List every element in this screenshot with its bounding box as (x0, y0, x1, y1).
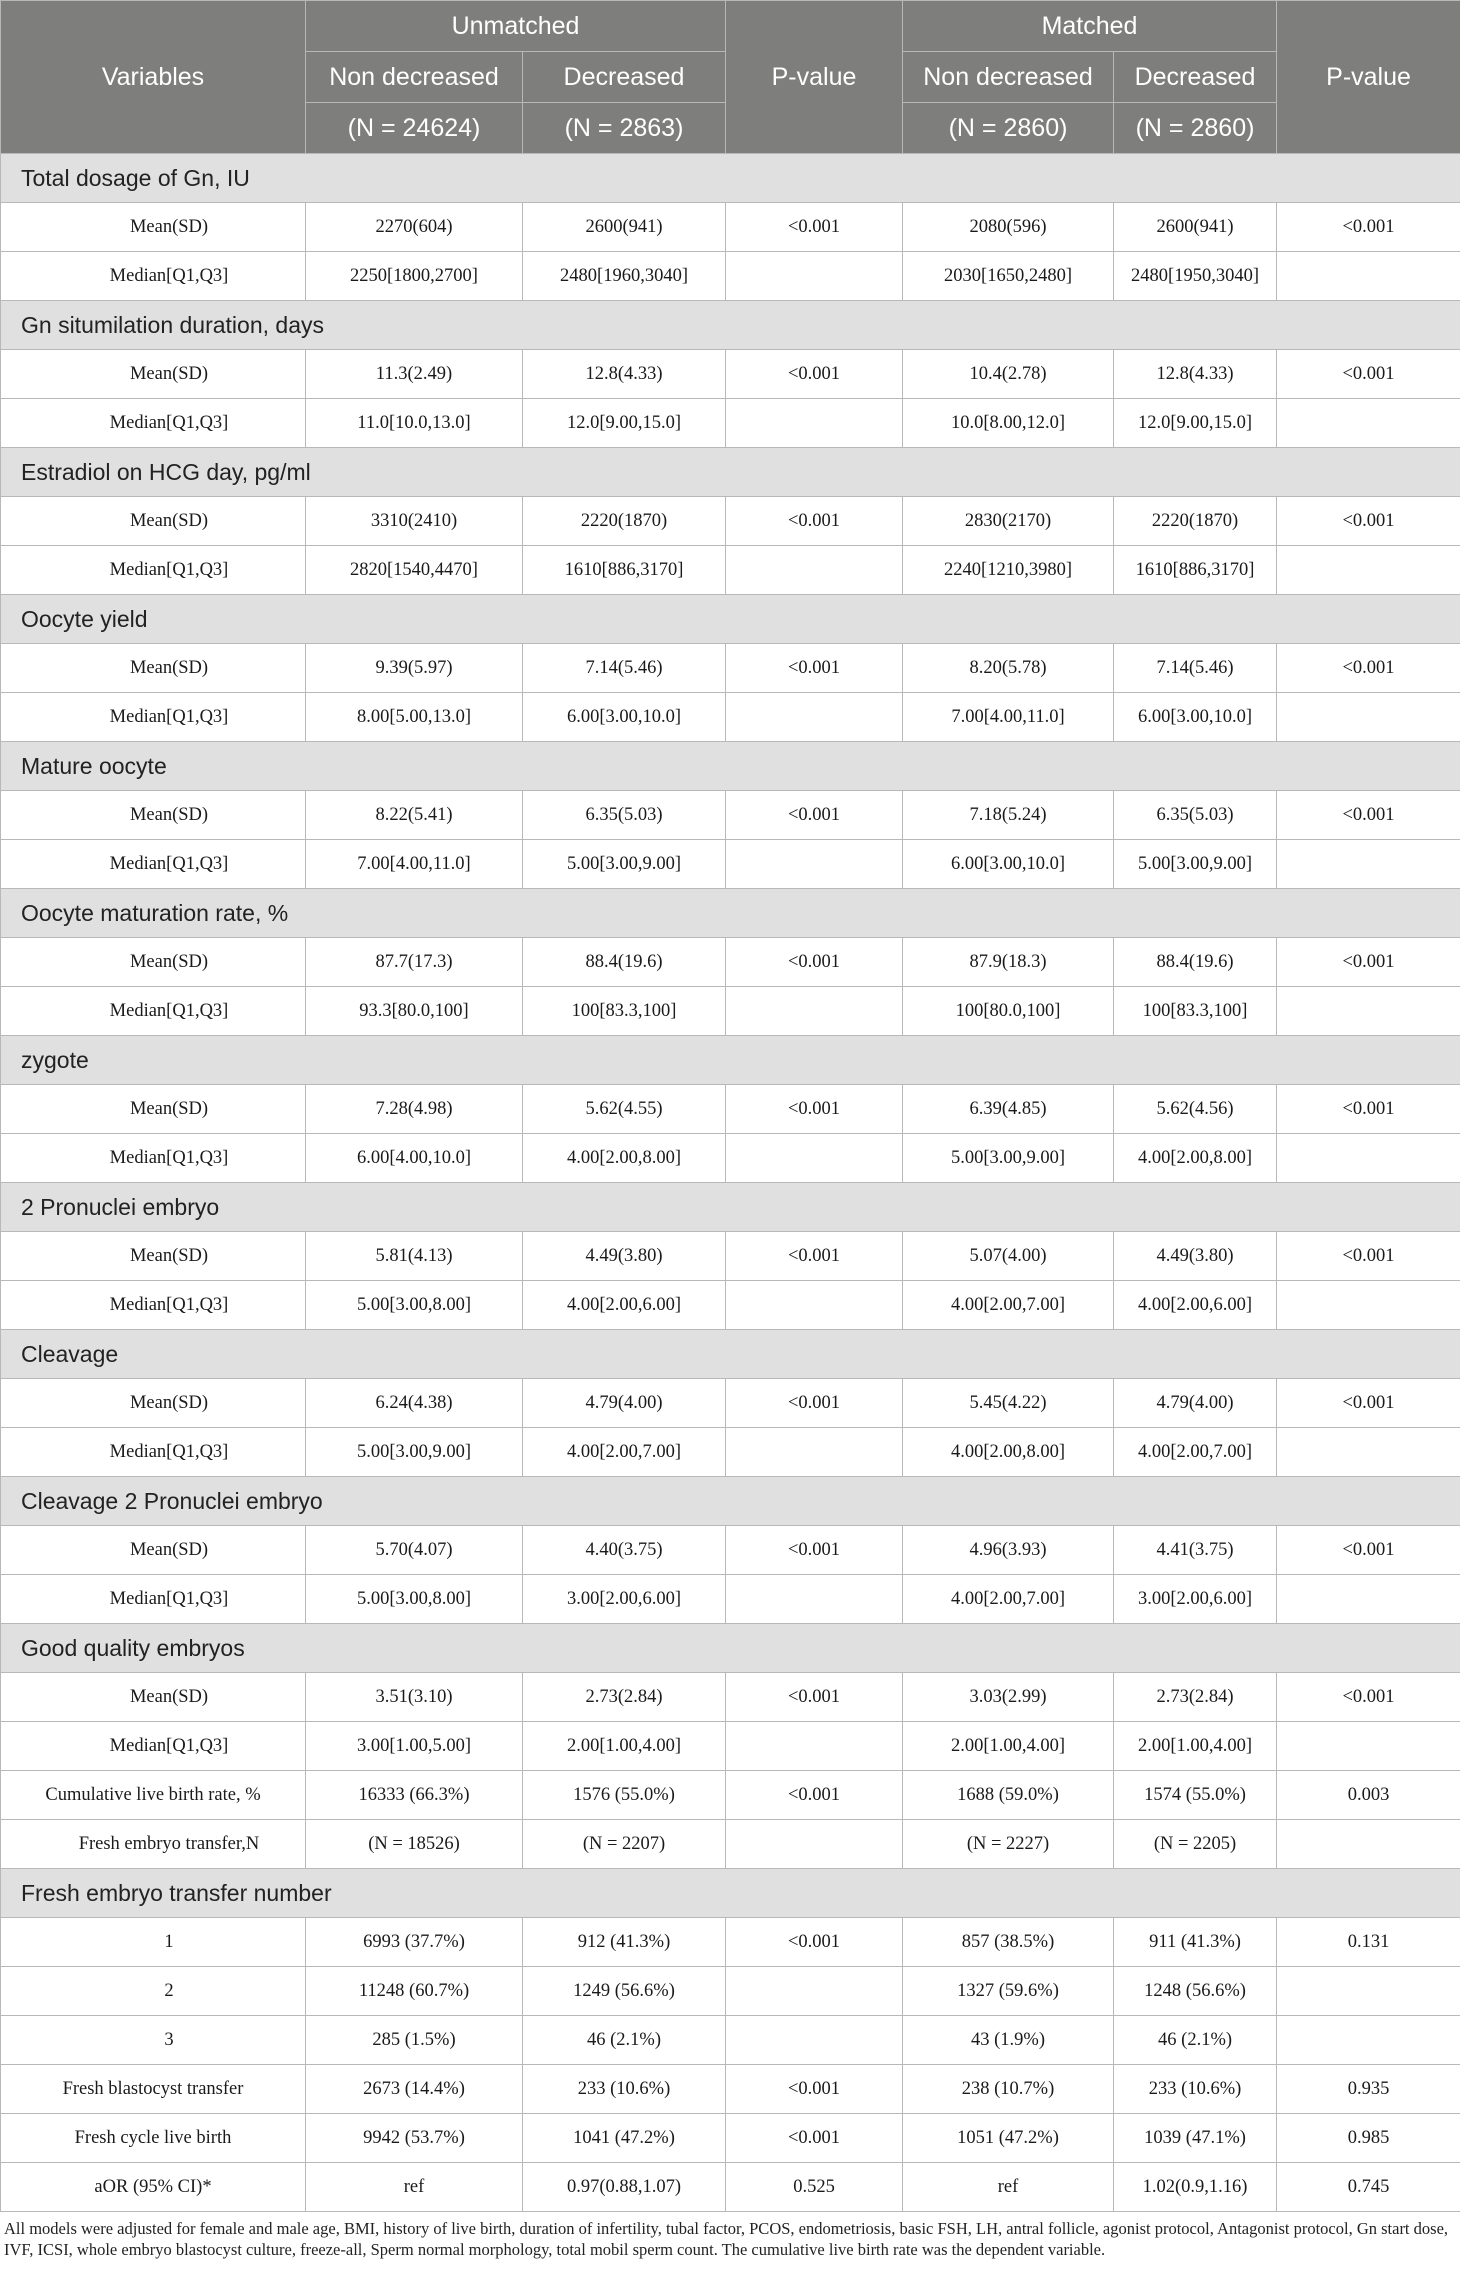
matched-decreased-cell: (N = 2205) (1114, 1820, 1277, 1869)
unmatched-non-decreased-n: (N = 24624) (306, 103, 523, 154)
matched-p-value-cell (1277, 840, 1460, 889)
table-row (1, 2163, 1460, 2212)
unmatched-non-decreased-cell: 2250[1800,2700] (306, 252, 523, 301)
row-label: Median[Q1,Q3] (1, 1575, 306, 1624)
table-row (1, 1575, 1460, 1624)
unmatched-non-decreased-cell: 87.7(17.3) (306, 938, 523, 987)
row-label: Mean(SD) (1, 350, 306, 399)
matched-p-value-cell: 0.935 (1277, 2065, 1460, 2114)
matched-p-value-cell (1277, 1722, 1460, 1771)
matched-decreased-cell: 1248 (56.6%) (1114, 1967, 1277, 2016)
matched-p-value-cell: 0.131 (1277, 1918, 1460, 1967)
section-title: 2 Pronuclei embryo (1, 1183, 1460, 1232)
unmatched-decreased-cell: 4.49(3.80) (523, 1232, 726, 1281)
unmatched-non-decreased-cell: 8.00[5.00,13.0] (306, 693, 523, 742)
table-row (1, 350, 1460, 399)
matched-decreased-n: (N = 2860) (1114, 103, 1277, 154)
unmatched-p-value-cell: <0.001 (726, 1771, 903, 1820)
unmatched-p-value-cell: <0.001 (726, 938, 903, 987)
table-row (1, 1428, 1460, 1477)
matched-non-decreased-cell: 2.00[1.00,4.00] (903, 1722, 1114, 1771)
unmatched-non-decreased-cell: 2820[1540,4470] (306, 546, 523, 595)
unmatched-decreased-cell: 2.00[1.00,4.00] (523, 1722, 726, 1771)
section-row (1, 448, 1460, 497)
p-value-header-matched: P-value (1277, 1, 1460, 154)
row-label: Mean(SD) (1, 1232, 306, 1281)
unmatched-non-decreased-cell: 5.70(4.07) (306, 1526, 523, 1575)
table-row (1, 1967, 1460, 2016)
row-label: Median[Q1,Q3] (1, 399, 306, 448)
unmatched-non-decreased-cell: 3.51(3.10) (306, 1673, 523, 1722)
matched-decreased-cell: 4.79(4.00) (1114, 1379, 1277, 1428)
unmatched-decreased-cell: 1041 (47.2%) (523, 2114, 726, 2163)
matched-p-value-cell: <0.001 (1277, 1232, 1460, 1281)
matched-p-value-cell: <0.001 (1277, 644, 1460, 693)
row-label: Mean(SD) (1, 644, 306, 693)
section-row (1, 742, 1460, 791)
unmatched-decreased-cell: 4.00[2.00,6.00] (523, 1281, 726, 1330)
matched-p-value-cell (1277, 1428, 1460, 1477)
section-row (1, 1477, 1460, 1526)
matched-non-decreased-cell: 1327 (59.6%) (903, 1967, 1114, 2016)
unmatched-decreased-cell: 4.00[2.00,7.00] (523, 1428, 726, 1477)
matched-decreased-cell: 100[83.3,100] (1114, 987, 1277, 1036)
row-label: Fresh embryo transfer,N (1, 1820, 306, 1869)
matched-non-decreased-cell: (N = 2227) (903, 1820, 1114, 1869)
unmatched-decreased-cell: 4.00[2.00,8.00] (523, 1134, 726, 1183)
matched-decreased-cell: 2220(1870) (1114, 497, 1277, 546)
table-body (1, 154, 1460, 2212)
matched-non-decreased-cell: 5.45(4.22) (903, 1379, 1114, 1428)
unmatched-non-decreased-cell: 5.81(4.13) (306, 1232, 523, 1281)
unmatched-p-value-cell: <0.001 (726, 791, 903, 840)
unmatched-decreased-cell: 1576 (55.0%) (523, 1771, 726, 1820)
unmatched-p-value-cell: <0.001 (726, 1918, 903, 1967)
matched-p-value-cell: <0.001 (1277, 791, 1460, 840)
table-row (1, 1771, 1460, 1820)
table-row (1, 2065, 1460, 2114)
unmatched-p-value-cell: <0.001 (726, 1232, 903, 1281)
matched-decreased-cell: 2.00[1.00,4.00] (1114, 1722, 1277, 1771)
section-title: Oocyte maturation rate, % (1, 889, 1460, 938)
matched-p-value-cell (1277, 1281, 1460, 1330)
section-row (1, 301, 1460, 350)
row-label: Mean(SD) (1, 203, 306, 252)
unmatched-non-decreased-cell: 9942 (53.7%) (306, 2114, 523, 2163)
matched-p-value-cell (1277, 1575, 1460, 1624)
unmatched-non-decreased-cell: 6993 (37.7%) (306, 1918, 523, 1967)
unmatched-non-decreased-cell: 5.00[3.00,8.00] (306, 1281, 523, 1330)
unmatched-p-value-cell: <0.001 (726, 350, 903, 399)
row-label: Median[Q1,Q3] (1, 987, 306, 1036)
unmatched-p-value-cell: <0.001 (726, 1526, 903, 1575)
matched-p-value-cell (1277, 1967, 1460, 2016)
table-row (1, 1722, 1460, 1771)
unmatched-non-decreased-cell: 9.39(5.97) (306, 644, 523, 693)
matched-decreased-cell: 4.49(3.80) (1114, 1232, 1277, 1281)
unmatched-non-decreased-cell: 3310(2410) (306, 497, 523, 546)
matched-p-value-cell: 0.003 (1277, 1771, 1460, 1820)
row-label: Mean(SD) (1, 1673, 306, 1722)
matched-non-decreased-cell: 4.00[2.00,7.00] (903, 1575, 1114, 1624)
unmatched-non-decreased-cell: (N = 18526) (306, 1820, 523, 1869)
row-label: Mean(SD) (1, 497, 306, 546)
matched-decreased-cell: 911 (41.3%) (1114, 1918, 1277, 1967)
matched-p-value-cell (1277, 546, 1460, 595)
unmatched-decreased-n: (N = 2863) (523, 103, 726, 154)
unmatched-p-value-cell: <0.001 (726, 2065, 903, 2114)
unmatched-non-decreased-cell: 11.3(2.49) (306, 350, 523, 399)
table-row (1, 1134, 1460, 1183)
unmatched-decreased-cell: 2480[1960,3040] (523, 252, 726, 301)
unmatched-decreased-cell: 1249 (56.6%) (523, 1967, 726, 2016)
matched-non-decreased-cell: 7.18(5.24) (903, 791, 1114, 840)
section-title: Good quality embryos (1, 1624, 1460, 1673)
table-row (1, 693, 1460, 742)
unmatched-decreased-cell: 4.79(4.00) (523, 1379, 726, 1428)
row-label: Mean(SD) (1, 938, 306, 987)
section-title: zygote (1, 1036, 1460, 1085)
matched-decreased-cell: 88.4(19.6) (1114, 938, 1277, 987)
section-row (1, 1330, 1460, 1379)
unmatched-non-decreased-cell: 5.00[3.00,8.00] (306, 1575, 523, 1624)
row-label: Fresh blastocyst transfer (1, 2065, 306, 2114)
row-label: Median[Q1,Q3] (1, 840, 306, 889)
matched-non-decreased-cell: 100[80.0,100] (903, 987, 1114, 1036)
section-title: Mature oocyte (1, 742, 1460, 791)
matched-non-decreased-cell: 4.00[2.00,8.00] (903, 1428, 1114, 1477)
table-row (1, 399, 1460, 448)
unmatched-header: Unmatched (306, 1, 726, 52)
row-label: Median[Q1,Q3] (1, 546, 306, 595)
unmatched-non-decreased-cell: 2270(604) (306, 203, 523, 252)
matched-p-value-cell (1277, 987, 1460, 1036)
matched-non-decreased-cell: 6.00[3.00,10.0] (903, 840, 1114, 889)
p-value-header-unmatched: P-value (726, 1, 903, 154)
table-row (1, 1820, 1460, 1869)
unmatched-p-value-cell (726, 2016, 903, 2065)
matched-decreased-header: Decreased (1114, 52, 1277, 103)
section-row (1, 1869, 1460, 1918)
row-label: Median[Q1,Q3] (1, 1428, 306, 1477)
matched-p-value-cell: <0.001 (1277, 350, 1460, 399)
matched-non-decreased-cell: 5.00[3.00,9.00] (903, 1134, 1114, 1183)
table-row (1, 2016, 1460, 2065)
matched-decreased-cell: 2.73(2.84) (1114, 1673, 1277, 1722)
row-label: Median[Q1,Q3] (1, 252, 306, 301)
matched-non-decreased-cell: 4.96(3.93) (903, 1526, 1114, 1575)
matched-p-value-cell (1277, 399, 1460, 448)
unmatched-p-value-cell: <0.001 (726, 1379, 903, 1428)
section-row (1, 154, 1460, 203)
matched-p-value-cell: <0.001 (1277, 203, 1460, 252)
unmatched-non-decreased-cell: ref (306, 2163, 523, 2212)
matched-non-decreased-cell: 6.39(4.85) (903, 1085, 1114, 1134)
row-label: 3 (1, 2016, 306, 2065)
unmatched-non-decreased-cell: 93.3[80.0,100] (306, 987, 523, 1036)
matched-p-value-cell (1277, 1820, 1460, 1869)
matched-non-decreased-n: (N = 2860) (903, 103, 1114, 154)
row-label: Cumulative live birth rate, % (1, 1771, 306, 1820)
row-label: Mean(SD) (1, 1379, 306, 1428)
unmatched-decreased-cell: 88.4(19.6) (523, 938, 726, 987)
matched-p-value-cell (1277, 252, 1460, 301)
unmatched-p-value-cell (726, 1428, 903, 1477)
unmatched-non-decreased-cell: 6.24(4.38) (306, 1379, 523, 1428)
table-header (1, 1, 1460, 154)
unmatched-decreased-cell: 100[83.3,100] (523, 987, 726, 1036)
section-row (1, 1624, 1460, 1673)
section-title: Fresh embryo transfer number (1, 1869, 1460, 1918)
matched-non-decreased-cell: 5.07(4.00) (903, 1232, 1114, 1281)
section-title: Cleavage 2 Pronuclei embryo (1, 1477, 1460, 1526)
matched-decreased-cell: 2480[1950,3040] (1114, 252, 1277, 301)
section-title: Gn situmilation duration, days (1, 301, 1460, 350)
row-label: Median[Q1,Q3] (1, 693, 306, 742)
unmatched-decreased-cell: 7.14(5.46) (523, 644, 726, 693)
matched-non-decreased-header: Non decreased (903, 52, 1114, 103)
table-row (1, 252, 1460, 301)
table-row (1, 1526, 1460, 1575)
matched-decreased-cell: 1574 (55.0%) (1114, 1771, 1277, 1820)
unmatched-p-value-cell: <0.001 (726, 644, 903, 693)
unmatched-decreased-cell: 2.73(2.84) (523, 1673, 726, 1722)
unmatched-p-value-cell (726, 693, 903, 742)
matched-p-value-cell: <0.001 (1277, 1526, 1460, 1575)
row-label: aOR (95% CI)* (1, 2163, 306, 2212)
unmatched-decreased-cell: 6.35(5.03) (523, 791, 726, 840)
matched-decreased-cell: 5.62(4.56) (1114, 1085, 1277, 1134)
table-footnote: All models were adjusted for female and male age, BMI, history of live birth, duration of infertility, tubal factor, PCOS, endometriosis, basic FSH, LH, antral follicle, agonist protocol, Antagonist protocol, Gn start dose, IVF, ICSI, whole embryo blastocyst culture, freeze-all, Sperm normal morphology, total mobil sperm count. The cumulative live birth rate was the dependent variable. (4, 2219, 1449, 2260)
table-row (1, 644, 1460, 693)
section-title: Total dosage of Gn, IU (1, 154, 1460, 203)
matched-decreased-cell: 1039 (47.1%) (1114, 2114, 1277, 2163)
section-row (1, 595, 1460, 644)
unmatched-decreased-cell: 5.00[3.00,9.00] (523, 840, 726, 889)
unmatched-decreased-header: Decreased (523, 52, 726, 103)
matched-non-decreased-cell: 2030[1650,2480] (903, 252, 1114, 301)
matched-non-decreased-cell: 7.00[4.00,11.0] (903, 693, 1114, 742)
table-row (1, 938, 1460, 987)
unmatched-decreased-cell: 2220(1870) (523, 497, 726, 546)
unmatched-p-value-cell: <0.001 (726, 2114, 903, 2163)
unmatched-decreased-cell: 12.8(4.33) (523, 350, 726, 399)
unmatched-non-decreased-cell: 5.00[3.00,9.00] (306, 1428, 523, 1477)
matched-decreased-cell: 233 (10.6%) (1114, 2065, 1277, 2114)
matched-decreased-cell: 4.00[2.00,7.00] (1114, 1428, 1277, 1477)
unmatched-decreased-cell: 12.0[9.00,15.0] (523, 399, 726, 448)
row-label: Mean(SD) (1, 1085, 306, 1134)
unmatched-non-decreased-cell: 7.28(4.98) (306, 1085, 523, 1134)
unmatched-p-value-cell (726, 399, 903, 448)
unmatched-p-value-cell (726, 1134, 903, 1183)
unmatched-decreased-cell: 5.62(4.55) (523, 1085, 726, 1134)
section-row (1, 1036, 1460, 1085)
unmatched-p-value-cell (726, 1967, 903, 2016)
unmatched-p-value-cell: <0.001 (726, 1085, 903, 1134)
matched-decreased-cell: 12.0[9.00,15.0] (1114, 399, 1277, 448)
section-title: Oocyte yield (1, 595, 1460, 644)
unmatched-p-value-cell: 0.525 (726, 2163, 903, 2212)
matched-decreased-cell: 46 (2.1%) (1114, 2016, 1277, 2065)
matched-p-value-cell (1277, 693, 1460, 742)
unmatched-non-decreased-cell: 2673 (14.4%) (306, 2065, 523, 2114)
matched-p-value-cell (1277, 1134, 1460, 1183)
table-row (1, 987, 1460, 1036)
matched-decreased-cell: 12.8(4.33) (1114, 350, 1277, 399)
unmatched-p-value-cell (726, 840, 903, 889)
unmatched-p-value-cell: <0.001 (726, 497, 903, 546)
table-row (1, 546, 1460, 595)
matched-decreased-cell: 7.14(5.46) (1114, 644, 1277, 693)
matched-p-value-cell: 0.985 (1277, 2114, 1460, 2163)
unmatched-decreased-cell: 4.40(3.75) (523, 1526, 726, 1575)
matched-decreased-cell: 4.41(3.75) (1114, 1526, 1277, 1575)
matched-non-decreased-cell: 857 (38.5%) (903, 1918, 1114, 1967)
matched-p-value-cell: <0.001 (1277, 1379, 1460, 1428)
unmatched-non-decreased-cell: 285 (1.5%) (306, 2016, 523, 2065)
matched-non-decreased-cell: 1688 (59.0%) (903, 1771, 1114, 1820)
matched-p-value-cell (1277, 2016, 1460, 2065)
unmatched-p-value-cell (726, 1575, 903, 1624)
matched-non-decreased-cell: 10.0[8.00,12.0] (903, 399, 1114, 448)
unmatched-non-decreased-cell: 11.0[10.0,13.0] (306, 399, 523, 448)
unmatched-decreased-cell: 0.97(0.88,1.07) (523, 2163, 726, 2212)
table-row (1, 203, 1460, 252)
row-label: Mean(SD) (1, 791, 306, 840)
unmatched-non-decreased-cell: 7.00[4.00,11.0] (306, 840, 523, 889)
section-row (1, 889, 1460, 938)
row-label: Median[Q1,Q3] (1, 1281, 306, 1330)
unmatched-non-decreased-header: Non decreased (306, 52, 523, 103)
table-row (1, 1281, 1460, 1330)
matched-decreased-cell: 2600(941) (1114, 203, 1277, 252)
unmatched-non-decreased-cell: 11248 (60.7%) (306, 1967, 523, 2016)
unmatched-non-decreased-cell: 3.00[1.00,5.00] (306, 1722, 523, 1771)
table-row (1, 1673, 1460, 1722)
variables-header: Variables (1, 1, 306, 154)
section-row (1, 1183, 1460, 1232)
matched-decreased-cell: 6.00[3.00,10.0] (1114, 693, 1277, 742)
row-label: Fresh cycle live birth (1, 2114, 306, 2163)
unmatched-non-decreased-cell: 16333 (66.3%) (306, 1771, 523, 1820)
matched-p-value-cell: <0.001 (1277, 938, 1460, 987)
row-label: 1 (1, 1918, 306, 1967)
row-label: Median[Q1,Q3] (1, 1722, 306, 1771)
matched-decreased-cell: 1610[886,3170] (1114, 546, 1277, 595)
unmatched-p-value-cell (726, 1820, 903, 1869)
unmatched-p-value-cell (726, 546, 903, 595)
matched-non-decreased-cell: 10.4(2.78) (903, 350, 1114, 399)
unmatched-decreased-cell: 3.00[2.00,6.00] (523, 1575, 726, 1624)
table-row (1, 791, 1460, 840)
matched-non-decreased-cell: 87.9(18.3) (903, 938, 1114, 987)
matched-decreased-cell: 5.00[3.00,9.00] (1114, 840, 1277, 889)
matched-decreased-cell: 6.35(5.03) (1114, 791, 1277, 840)
unmatched-decreased-cell: 46 (2.1%) (523, 2016, 726, 2065)
unmatched-non-decreased-cell: 8.22(5.41) (306, 791, 523, 840)
matched-non-decreased-cell: 43 (1.9%) (903, 2016, 1114, 2065)
matched-decreased-cell: 4.00[2.00,8.00] (1114, 1134, 1277, 1183)
unmatched-p-value-cell: <0.001 (726, 203, 903, 252)
section-title: Estradiol on HCG day, pg/ml (1, 448, 1460, 497)
matched-decreased-cell: 4.00[2.00,6.00] (1114, 1281, 1277, 1330)
matched-non-decreased-cell: 4.00[2.00,7.00] (903, 1281, 1114, 1330)
unmatched-decreased-cell: 2600(941) (523, 203, 726, 252)
table-row (1, 840, 1460, 889)
table-row (1, 1918, 1460, 1967)
unmatched-decreased-cell: 1610[886,3170] (523, 546, 726, 595)
table-row (1, 1232, 1460, 1281)
matched-non-decreased-cell: ref (903, 2163, 1114, 2212)
row-label: Mean(SD) (1, 1526, 306, 1575)
table-row (1, 1379, 1460, 1428)
unmatched-decreased-cell: 233 (10.6%) (523, 2065, 726, 2114)
unmatched-non-decreased-cell: 6.00[4.00,10.0] (306, 1134, 523, 1183)
matched-header: Matched (903, 1, 1277, 52)
unmatched-p-value-cell: <0.001 (726, 1673, 903, 1722)
matched-non-decreased-cell: 3.03(2.99) (903, 1673, 1114, 1722)
matched-non-decreased-cell: 2080(596) (903, 203, 1114, 252)
row-label: 2 (1, 1967, 306, 2016)
matched-decreased-cell: 3.00[2.00,6.00] (1114, 1575, 1277, 1624)
section-title: Cleavage (1, 1330, 1460, 1379)
matched-non-decreased-cell: 1051 (47.2%) (903, 2114, 1114, 2163)
table-row (1, 2114, 1460, 2163)
unmatched-p-value-cell (726, 987, 903, 1036)
table-row (1, 1085, 1460, 1134)
unmatched-p-value-cell (726, 1722, 903, 1771)
unmatched-decreased-cell: 6.00[3.00,10.0] (523, 693, 726, 742)
unmatched-p-value-cell (726, 252, 903, 301)
matched-decreased-cell: 1.02(0.9,1.16) (1114, 2163, 1277, 2212)
table-row (1, 497, 1460, 546)
unmatched-decreased-cell: (N = 2207) (523, 1820, 726, 1869)
matched-non-decreased-cell: 8.20(5.78) (903, 644, 1114, 693)
matched-non-decreased-cell: 2830(2170) (903, 497, 1114, 546)
row-label: Median[Q1,Q3] (1, 1134, 306, 1183)
unmatched-p-value-cell (726, 1281, 903, 1330)
matched-non-decreased-cell: 2240[1210,3980] (903, 546, 1114, 595)
matched-p-value-cell: <0.001 (1277, 1673, 1460, 1722)
unmatched-decreased-cell: 912 (41.3%) (523, 1918, 726, 1967)
matched-p-value-cell: <0.001 (1277, 497, 1460, 546)
matched-p-value-cell: <0.001 (1277, 1085, 1460, 1134)
matched-p-value-cell: 0.745 (1277, 2163, 1460, 2212)
matched-non-decreased-cell: 238 (10.7%) (903, 2065, 1114, 2114)
